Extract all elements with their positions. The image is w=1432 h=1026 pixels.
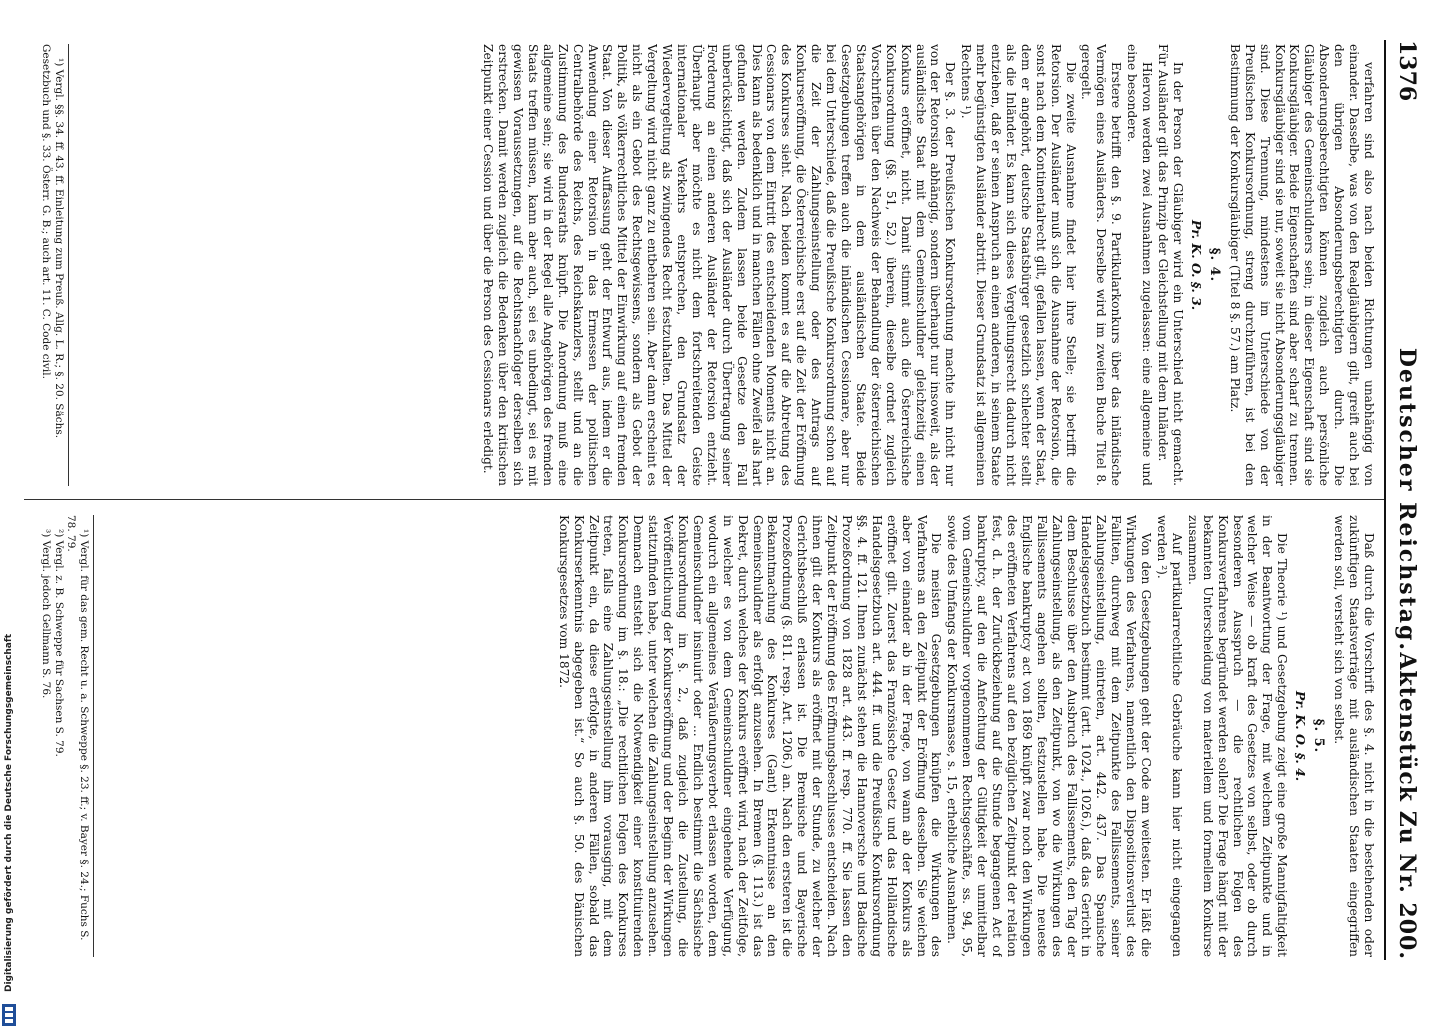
section-title: Aktenstück Zu Nr. 200. [1394, 652, 1420, 960]
footnote: ¹) Vergl. für das gem. Recht u. a. Schweppe §. 23. ff.; v. Bayer §. 24.; Fuchs S. 78. 79. [65, 515, 90, 941]
left-footnotes [40, 44, 69, 486]
left-column [40, 44, 1376, 486]
paragraph: Hiervon werden zwei Ausnahmen zugelassen: eine allgemeine und eine besondere. [1125, 44, 1155, 486]
page-header [1390, 40, 1420, 960]
credit-text: Digitalisierung gefördert durch die Deutsche Forschungsgemeinschaft [4, 633, 14, 992]
right-paragraphs-2 [556, 515, 1289, 957]
paragraph: Daß durch die Vorschrift des §. 4. nicht in die bestehenden oder zukünftigen Staatsverträge mit ausländischen Staaten eingegriffen werden soll, versteht sich von selbst. [1332, 515, 1376, 957]
section-subheading: Pr. K. O. §. 4. [1293, 690, 1309, 782]
section-heading: §. 4. [1206, 247, 1222, 283]
right-footnotes [40, 515, 94, 957]
header-rule [1384, 40, 1386, 960]
right-column [40, 515, 1376, 957]
footnote: ³) Vergl. jedoch Gellmann S. 76. [40, 529, 53, 699]
paragraph: Die Theorie ¹) und Gesetzgebung zeigt eine große Mannigfaltigkeit in der Beantwortung der Frage, mit welchem Zeitpunkte und in welcher Weise — ob kraft des Gesetzes von selbst, oder ob durch besonderen Ausspruch — die rechtlichen Folgen des Konkursverfahrens begründet werden sollen? Die Frage hängt mit der bekannten Unterscheidung von materiellem und formellem Konkurse zusammen. [1185, 515, 1290, 957]
paragraph: In der Person der Gläubiger wird ein Unterschied nicht gemacht. Für Ausländer gilt das Prinzip der Gleichstellung mit dem Inländer. [1156, 44, 1185, 486]
paragraph: Die zweite Ausnahme findet hier ihre Stelle; sie betrifft die Retorsion. Der Ausländer muß sich die Ausnahme der Retorsion, die sonst nach dem Kontinentalrecht gilt, gefallen lassen, wenn der Staat, dem er angehört, deutsche Staatsbürger gesetzlich schlechter stellt als die Inländer. Es kann sich dieses Vergeltungsrecht dadurch nicht entziehen, daß er seinen Anspruch an einen anderen, in seinem Staate mehr begünstigten Ausländer abtritt. Dieser Grundsatz ist allgemeinen Rechtens ¹). [959, 44, 1078, 486]
footnote: ²) Vergl. z. B. Schweppe für Sachsen S. 79. [53, 529, 65, 757]
paragraph: Die meisten Gesetzgebungen knüpfen die Wirkungen des Verfahrens an den Zeitpunkt der Eröffnung desselben. Sie weichen aber von einander ab in der Frage, von wann ab der Konkurs als eröffnet gilt. Zuerst das Französische Gesetz und das Holländische Handelsgesetzbuch art. 444. ff. und die Preußische Konkursordnung §§. 4. ff. 121. Ihnen zunächst stehen die Hannoversche und Badische Prozeßordnung von 1828 art. 443. ff. resp. 770. ff. Sie lassen den Zeitpunkt der Eröffnung des Eröffnungsbeschlusses entscheiden. Nach ihnen gilt der Konkurs als eröffnet mit der Stunde, zu welcher der Gerichtsbeschluß erlassen ist. Die Bremische und Bayerische Prozeßordnung (§. 811. resp. Art. 1206.) an. Nach den ersteren ist die Bekanntmachung des Konkurses (Gant) Erkenntnisse an den Gemeinschuldner als erfolgt anzusehen. In Bremen (§. 113.) ist das Dekret, durch welches der Konkurs eröffnet wird, nach der Zeitfolge, in welcher es von dem Gemeinschuldner eingehende Verfügung, wodurch ein allgemeines Veräußerungsverbot erlassen worden, dem Gemeinschuldner insinuirt oder ... Endlich bestimmt die Sächsische Konkursordnung im §. 2., daß zugleich die Zustellung, die Veröffentlichung der Konkurseröffnung und der Beginn der Wirkungen stattzufinden habe, unter welchen die Zahlungseinstellung anzusehen. Demnach entsteht sich die Notwendigkeit einer konstituirenden Konkursordnung im §. 18.: „Die rechtlichen Folgen des Konkurses treten, falls eine Zahlungseinstellung ihm vorausging, mit dem Zeitpunkt ein, da diese erfolgte, in anderen Fällen, sobald das Konkurserkenntnis abgegeben ist.“ So auch §. 50. des Dänischen Konkursgesetzes vom 1872. [556, 515, 944, 957]
page-number: 1376 [1394, 40, 1420, 102]
dfg-logo-icon [2, 1004, 16, 1026]
right-paragraphs-1 [1331, 515, 1376, 957]
column-divider [24, 499, 1384, 500]
paragraph: Auf partikularrechtliche Gebräuche kann hier nicht eingegangen werden ²). [1155, 515, 1184, 957]
left-paragraphs-2 [480, 44, 1185, 486]
section-heading: §. 5. [1311, 718, 1327, 754]
paragraph: Der §. 3. der Preußischen Konkursordnung machte ihn nicht nur von der Retorsion abhängig, sondern überhaupt nur insoweit, als der ausländische Staat mit dem Gemeinschuldner gleichzeitig einen Konkurs eröffnet, nicht. Damit stimmt auch die Österreichische Konkursordnung (§§. 51, 52.) überein, dieselbe ordnet zugleich Vorschriften über den Nachweis der Behandlung der österreichischen Staatsangehörigen in dem ausländischen Staate. Beide Gesetzgebungen treffen auch die inländischen Cessionare, aber nur bei dem Unterschiede, daß die Preußische Konkursordnung schon auf die Zeit der Zahlungseinstellung oder des Antrags auf Konkurseröffnung, die Österreichische erst auf die Zeit der Eröffnung des Konkurses sieht. Nach beiden kommt es auf die Abtretung des Cessionars von dem Eintritt des entscheidenden Moments nicht an. Dies kann als bedenklich und in manchen Fällen ohne Zweifel als hart gefunden werden. Zudem lassen beide Gesetze den Fall unberücksichtigt, daß sich der Ausländer durch Übertragung seiner Forderung an einen anderen Ausländer der Retorsion entzieht. Überhaupt aber möchte es nicht dem fortschreitenden Geiste internationaler Verkehrs entsprechen, den Grundsatz der Wiedervergeltung als zwingendes Recht festzuhalten. Das Mittel der Vergeltung wird nicht ganz zu entbehren sein. Aber dann erscheint es nicht als ein Gebot des Rechtsgewissens, sondern als Gebot der Politik, als völkerrechtliches Mittel der Einwirkung auf einen fremden Staat. Von dieser Auffassung geht der Entwurf aus, indem er die Anwendung einer Retorsion in das Ermessen der politischen Centralbehörde des Reichs, des Reichskanzlers, stellt und an die Zustimmung des Bundesraths knüpft. Die Anordnung muß eine allgemeine sein; sie wird in der Regel alle Angehörigen des fremden Staats treffen müssen, kann aber auch, sei es unbedingt, sei es mit gewissen Voraussetzungen, auf die Rechtsnachfolger derselben sich erstrecken. Damit werden zugleich die Bedenken über den kritischen Zeitpunkt einer Cession und über die Person des Cessionars erledigt. [481, 44, 958, 486]
paragraph: Von den Gesetzgebungen geht der Code am weitesten. Er läßt die Wirkungen des Verfahrens, namentlich den Dispositionsverlust des Falliten, durchweg mit dem Zeitpunkte des Fallissements, seiner Zahlungseinstellung, eintreten, art. 442. 437. Das Spanische Handelsgesetzbuch bestimmt (artt. 1024., 1026.), daß das Gericht in dem Beschlusse über den Ausbruch des Fallissements, den Tag der Zahlungseinstellung, als den Zeitpunkt, von wo die Wirkungen des Fallissements angehen sollten, festzustellen habe. Die neueste Englische bankruptcy act von 1869 knüpft zwar noch den Wirkungen des eröffneten Verfahrens auf den bezüglichen Zeitpunkt der relation fest, d. h. der Zurückbeziehung auf die Stunde begangenen Act of bankruptcy, auf den die Anfechtung der Gültigkeit der unmittelbar vom Gemeinschuldner vorgenommenen Rechtsgeschäfte, ss. 94, 95, sowie des Umfangs der Konkursmasse, s. 15, erhebliche Ausnahmen. [945, 515, 1154, 957]
paragraph: Erstere betrifft den §. 9. Partikularkonkurs über das inländische Vermögen eines Ausländers. Derselbe wird im zweiten Buche Titel 8. geregelt. [1079, 44, 1124, 486]
running-title: Deutscher Reichstag. [1394, 347, 1420, 653]
section-subheading: Pr. K. O. §. 3. [1188, 219, 1204, 311]
paragraph: verfahren sind also nach beiden Richtungen unabhängig von einander. Dasselbe, was von den Realgläubigern gilt, greift auch bei den übrigen Absonderungsberechtigten durch. Die Absonderungsberechtigten können zugleich auch persönliche Gläubiger des Gemeinschuldners sein; in dieser Eigenschaft sind sie Konkursgläubiger. Beide Eigenschaften sind aber scharf zu trennen. Konkursgläubiger sind sie nur, soweit sie nicht Absonderungsgläubiger sind. Diese Trennung, mindestens im Unterschiede von der Preußischen Konkursordnung, streng durchzuführen, ist bei den Bestimmung der Konkursgläubiger (Titel 8 §. 57.) am Platz. [1227, 44, 1376, 486]
footnote: ¹) Vergl. §§. 34. ff. 43. ff. Einleitung zum Preuß. Allg. L. R.; §. 20. Sächs. Gesetzbuch und §. 33. Österr. G. B.; auch art. 11. C. Code civil. [40, 44, 65, 439]
left-paragraphs-1 [1227, 44, 1376, 486]
